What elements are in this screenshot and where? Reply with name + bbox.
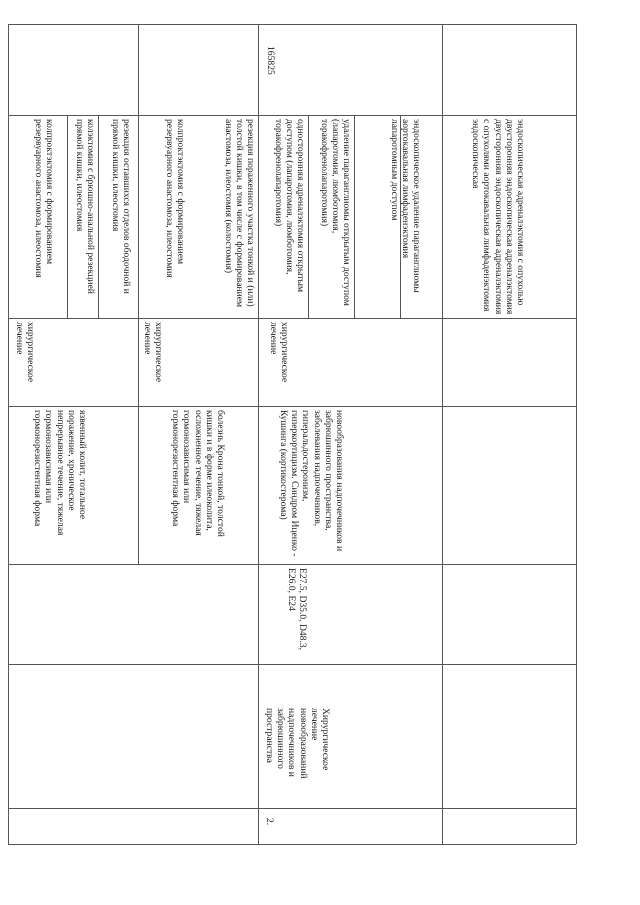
proc-sep-1 xyxy=(67,115,68,318)
block2-treatment: хирургическое лечение xyxy=(267,322,290,383)
block2-procedure-3: эндоскопическое удаление параганглиомы аортокавальная лимфаденэктомия лапаротомным доступом xyxy=(388,119,422,293)
proc-sep-2 xyxy=(98,115,99,318)
block1-diagnosis-a: язвенный колит, тотальное поражение, хроническое непрерывное течение, тяжелая гормонозависимая или гормонорезистентная форма xyxy=(32,410,88,536)
block1-procedure-1: колпроктэктомия с формированием резервуарного анастомоза, илеостомия xyxy=(32,119,55,278)
block1-procedure-4: колпроктэктомия с формированием резервуарного анастомоза, илеостомия xyxy=(163,119,186,278)
col-line-procedure xyxy=(8,318,576,319)
proc-sep-3 xyxy=(308,115,309,318)
col-line-cost xyxy=(8,115,576,116)
block2-codes: E27.5, D35.0, D48.3, E26.0, E24 xyxy=(285,568,308,651)
block1-procedure-3: резекция оставшихся отделов ободочной и прямой кишки, илеостомия xyxy=(109,119,132,294)
block2-number: 2. xyxy=(264,818,275,826)
col-line-diagnosis xyxy=(8,564,576,565)
table-border-right xyxy=(576,24,577,844)
row-divider-2 xyxy=(442,24,443,844)
block1-diagnosis-b: болезнь Крона тонкой, толстой кишки и в форме илеоколита, осложненное течение, тяжелая гормонозависимая или гормонорезистентная форма xyxy=(170,410,226,537)
col-line-codes xyxy=(8,664,576,665)
block1-treatment-a: хирургическое лечение xyxy=(13,322,36,383)
block1-procedure-2: колэктомия с брюшно-анальной резекцией прямой кишки, илеостомия xyxy=(73,119,96,294)
block2-name: Хирургическое лечение новообразований надпочечников и забрюшинного пространства xyxy=(263,708,331,779)
table-border-left xyxy=(8,24,9,844)
table-border-bottom xyxy=(8,844,576,845)
col-line-treatment xyxy=(8,406,576,407)
block2-procedure-2: удаление параганглиомы открытым доступом (лапаротомия, люмботомия, торакофренолапаротомия) xyxy=(318,119,352,306)
row-divider-sub xyxy=(138,24,139,564)
block2-procedure-1: односторонняя адреналэктомия открытым доступом (лапаротомия, люмботомия, торакофренолапаротомия) xyxy=(272,119,306,293)
block2-procedure-4: эндоскопическая адреналэктомия с опухолью двусторонняя эндоскопическая адреналэктомия двусторонняя эндоскопическая адреналэктомия с опухолями аортокавальная лимфаденэктомия эндоскопическая xyxy=(470,119,526,315)
proc-sep-4 xyxy=(354,115,355,318)
block1-treatment-b: хирургическое лечение xyxy=(141,322,164,383)
col-line-name xyxy=(8,808,576,809)
block1-procedure-5: резекция пораженного участка тонкой и (или) толстой кишки, в том числе с формированием анастомоза, илеостомия (колостомия) xyxy=(222,119,256,308)
block2-cost: 165825 xyxy=(265,46,276,75)
row-divider-1 xyxy=(258,24,259,844)
table-border-top xyxy=(8,24,576,25)
block2-diagnosis: новообразования надпочечников и забрюшинного пространства, заболевания надпочечников, гиперальдостеронизм, гиперкортицизм. Синдром Иценко - Кушинга (кортикостерома) xyxy=(277,410,345,557)
